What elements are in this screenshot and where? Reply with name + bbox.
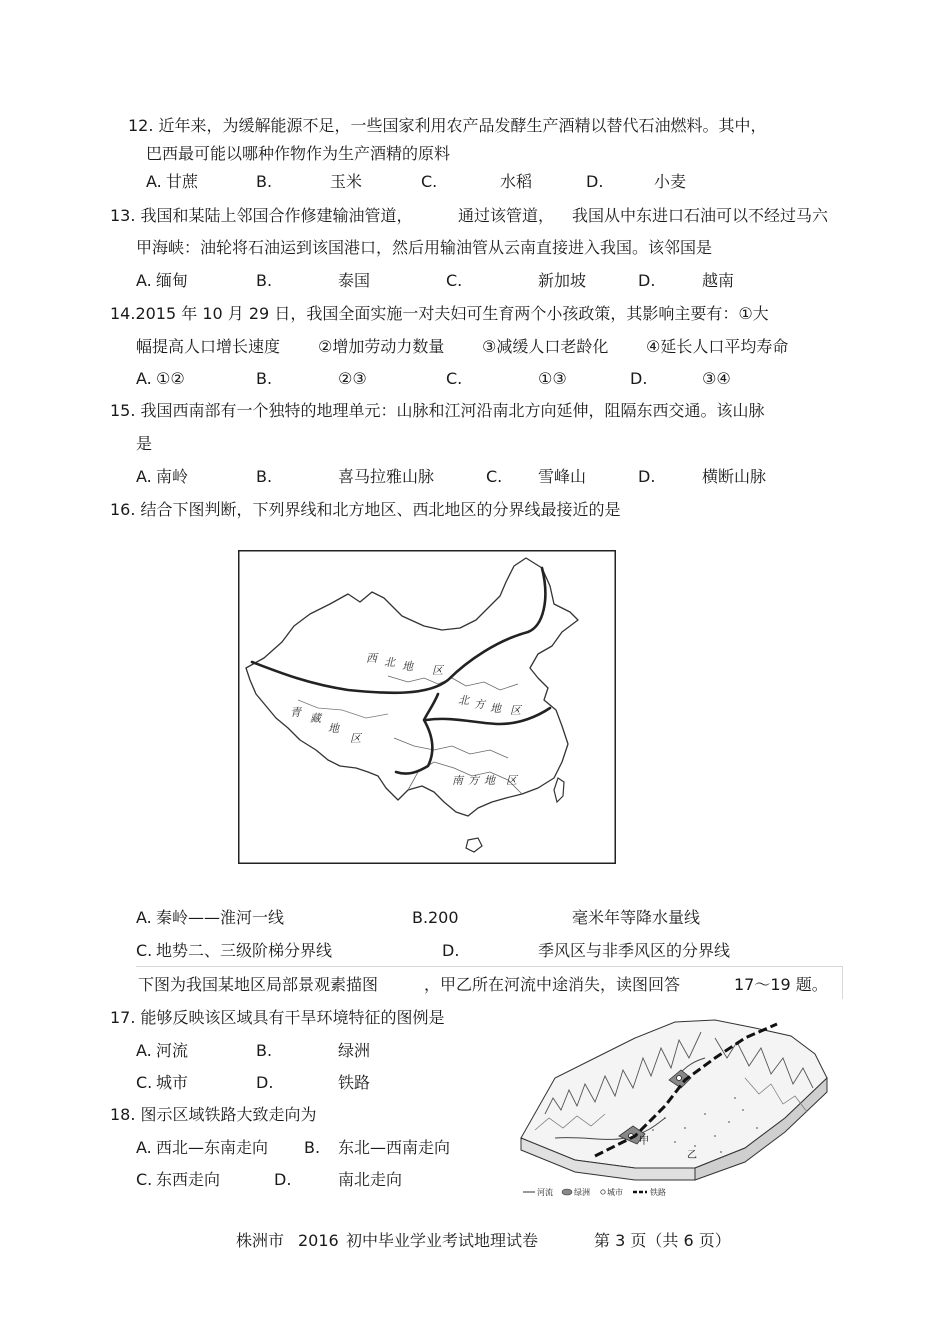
q17-stem: 17. 能够反映该区域具有干旱环境特征的图例是 — [110, 1008, 445, 1027]
map-label-north-3: 地 — [490, 702, 501, 715]
q12-option-c: 水稻 — [500, 172, 533, 191]
label-jia: 甲 — [639, 1136, 649, 1147]
footer-year: 2016 — [298, 1231, 339, 1250]
q18-option-a: 西北—东南走向 — [156, 1138, 269, 1157]
footer-page: 第 3 页（共 6 页） — [594, 1231, 731, 1250]
q17-option-b: 绿洲 — [338, 1041, 371, 1060]
q18-option-c-letter: C. — [136, 1170, 153, 1189]
q15-option-c-letter: C. — [486, 467, 503, 486]
q12-option-b-letter: B. — [256, 172, 273, 191]
legend-river: 河流 — [537, 1188, 553, 1197]
q17-option-c: 城市 — [156, 1073, 189, 1092]
q13-stem-line1c: 我国从中东进口石油可以不经过马六 — [572, 206, 829, 225]
q12-stem-line2: 巴西最可能以哪种作物作为生产酒精的原料 — [146, 144, 451, 163]
q13-option-a-letter: A. — [136, 271, 152, 290]
q12-option-a: 甘蔗 — [166, 172, 199, 191]
q15-option-b-letter: B. — [256, 467, 273, 486]
q17-option-a-letter: A. — [136, 1041, 152, 1060]
q13-stem-line2: 甲海峡：油轮将石油运到该国港口，然后用输油管从云南直接进入我国。该邻国是 — [136, 238, 713, 257]
q12-option-a-letter: A. — [146, 172, 162, 191]
q14-option-c-letter: C. — [446, 369, 463, 388]
map-label-qinghai-tibet-3: 地 — [328, 722, 339, 735]
q16-option-a-letter: A. — [136, 908, 152, 927]
q16-option-b: 毫米年等降水量线 — [572, 908, 701, 927]
q14-option-d: ③④ — [702, 369, 731, 388]
q14-stem-line2b: ②增加劳动力数量 — [318, 337, 445, 356]
q13-option-c-letter: C. — [446, 271, 463, 290]
china-regions-map — [238, 550, 616, 864]
map-label-north-1: 北 — [458, 694, 469, 707]
map-label-north-2: 方 — [474, 698, 485, 711]
map-label-qinghai-tibet-4: 区 — [350, 732, 361, 745]
q14-option-a: ①② — [156, 369, 185, 388]
q14-option-d-letter: D. — [630, 369, 648, 388]
q12-stem-line1: 12. 近年来，为缓解能源不足，一些国家利用农产品发酵生产酒精以替代石油燃料。其中， — [128, 116, 767, 135]
q15-option-c: 雪峰山 — [538, 467, 587, 486]
q13-option-d-letter: D. — [638, 271, 656, 290]
q14-stem-line1: 14.2015 年 10 月 29 日，我国全面实施一对夫妇可生育两个小孩政策，其影响主要有：①大 — [110, 304, 769, 323]
q14-stem-line2a: 幅提高人口增长速度 — [136, 337, 281, 356]
footer-city: 株洲市 — [236, 1231, 285, 1250]
q12-option-d: 小麦 — [654, 172, 687, 191]
map-label-northwest-3: 地 — [402, 660, 413, 673]
intro-part3: 17～19 题。 — [734, 975, 828, 994]
q15-option-a-letter: A. — [136, 467, 152, 486]
q12-option-d-letter: D. — [586, 172, 604, 191]
q16-option-b-letter: B. — [412, 908, 429, 927]
map-label-northwest-1: 西 — [366, 652, 377, 665]
q13-option-b: 泰国 — [338, 271, 371, 290]
q13-option-c: 新加坡 — [538, 271, 587, 290]
q16-option-d: 季风区与非季风区的分界线 — [538, 941, 731, 960]
map-label-qinghai-tibet-2: 藏 — [310, 712, 321, 725]
legend-city: 城市 — [607, 1188, 623, 1197]
q15-stem-line2: 是 — [136, 434, 153, 453]
q13-stem-line1a: 13. 我国和某陆上邻国合作修建输油管道， — [110, 206, 413, 225]
q13-option-a: 缅甸 — [156, 271, 189, 290]
q14-option-b: ②③ — [338, 369, 367, 388]
legend-railway: 铁路 — [650, 1188, 666, 1197]
q14-option-c: ①③ — [538, 369, 567, 388]
q15-option-d: 横断山脉 — [702, 467, 767, 486]
q16-option-c: 地势二、三级阶梯分界线 — [156, 941, 333, 960]
q17-option-d: 铁路 — [338, 1073, 371, 1092]
q13-option-d: 越南 — [702, 271, 735, 290]
map-label-south-3: 地 — [484, 774, 495, 787]
landscape-block-diagram — [515, 1018, 833, 1200]
q18-option-b: 东北—西南走向 — [338, 1138, 451, 1157]
q16-option-c-letter: C. — [136, 941, 153, 960]
legend-oasis: 绿洲 — [574, 1188, 590, 1197]
map-label-northwest-4: 区 — [432, 664, 443, 677]
label-yi: 乙 — [687, 1150, 697, 1161]
intro-part1: 下图为我国某地区局部景观素描图 — [138, 975, 379, 994]
q13-stem-line1b: 通过该管道， — [458, 206, 555, 225]
q17-option-d-letter: D. — [256, 1073, 274, 1092]
q18-option-a-letter: A. — [136, 1138, 152, 1157]
q16-option-a: 秦岭——淮河一线 — [156, 908, 285, 927]
q12-option-c-letter: C. — [421, 172, 438, 191]
map-label-south-2: 方 — [468, 774, 479, 787]
map-label-qinghai-tibet-1: 青 — [290, 706, 301, 719]
q18-option-b-letter: B. — [304, 1138, 321, 1157]
q12-option-b: 玉米 — [330, 172, 363, 191]
q16-option-b-number: 200 — [428, 908, 459, 927]
q16-stem: 16. 结合下图判断，下列界线和北方地区、西北地区的分界线最接近的是 — [110, 500, 621, 519]
q15-option-a: 南岭 — [156, 467, 189, 486]
intro-part2: ，甲乙所在河流中途消失，读图回答 — [424, 975, 681, 994]
map-label-northwest-2: 北 — [384, 656, 395, 669]
q15-option-b: 喜马拉雅山脉 — [338, 467, 435, 486]
q17-option-c-letter: C. — [136, 1073, 153, 1092]
q14-stem-line2c: ③减缓人口老龄化 — [482, 337, 609, 356]
q14-stem-line2d: ④延长人口平均寿命 — [646, 337, 789, 356]
q18-option-d: 南北走向 — [338, 1170, 403, 1189]
q18-option-c: 东西走向 — [156, 1170, 221, 1189]
q15-option-d-letter: D. — [638, 467, 656, 486]
q13-option-b-letter: B. — [256, 271, 273, 290]
map-label-south-4: 区 — [506, 774, 517, 787]
q16-option-d-letter: D. — [442, 941, 460, 960]
q18-option-d-letter: D. — [274, 1170, 292, 1189]
map-label-north-4: 区 — [510, 704, 521, 717]
q17-option-b-letter: B. — [256, 1041, 273, 1060]
q14-option-b-letter: B. — [256, 369, 273, 388]
q18-stem: 18. 图示区域铁路大致走向为 — [110, 1105, 317, 1124]
q14-option-a-letter: A. — [136, 369, 152, 388]
q15-stem-line1: 15. 我国西南部有一个独特的地理单元：山脉和江河沿南北方向延伸，阻隔东西交通。该山脉 — [110, 401, 765, 420]
q17-option-a: 河流 — [156, 1041, 189, 1060]
footer-title: 初中毕业学业考试地理试卷 — [346, 1231, 539, 1250]
map-label-south-1: 南 — [452, 774, 463, 787]
